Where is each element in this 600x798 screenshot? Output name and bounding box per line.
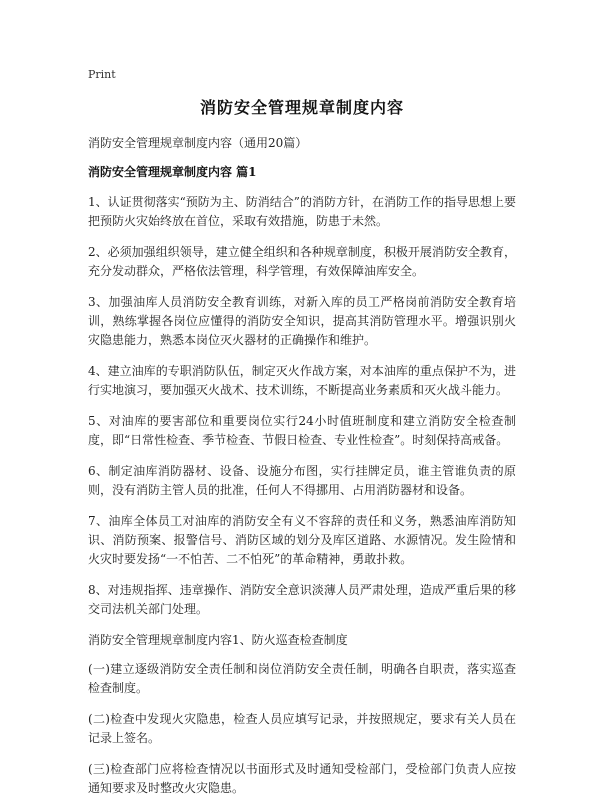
section1-paragraph-4: 4、建立油库的专职消防队伍，制定灭火作战方案，对本油库的重点保护不为，进行实地演习，要加强灭火战术、技术训练，不断提高业务素质和灭火战斗能力。 bbox=[88, 364, 516, 397]
section2-paragraph-2: (二)检查中发现火灾隐患，检查人员应填写记录，并按照规定，要求有关人员在记录上签名。 bbox=[88, 712, 516, 745]
section1-paragraph-8: 8、对违规指挥、违章操作、消防安全意识淡薄人员严肃处理，造成严重后果的移交司法机关部门处理。 bbox=[88, 583, 516, 616]
section-heading-1: 消防安全管理规章制度内容 篇1 bbox=[88, 165, 257, 179]
section1-paragraph-5: 5、对油库的要害部位和重要岗位实行24小时值班制度和建立消防安全检查制度，即“日常性检查、季节检查、节假日检查、专业性检查”。时刻保持高戒备。 bbox=[88, 414, 516, 447]
section1-paragraph-6: 6、制定油库消防器材、设备、设施分布图，实行挂牌定员，谁主管谁负责的原则，没有消防主管人员的批准，任何人不得挪用、占用消防器材和设备。 bbox=[88, 464, 516, 497]
section2-paragraph-3: (三)检查部门应将检查情况以书面形式及时通知受检部门，受检部门负责人应按通知要求及时整改火灾隐患。 bbox=[88, 762, 516, 795]
section1-paragraph-7: 7、油库全体员工对油库的消防安全有义不容辞的责任和义务，熟悉油库消防知识、消防预案、报警信号、消防区域的划分及库区道路、水源情况。发生险情和火灾时要发扬“一不怕苦、二不怕死”的革命精神，勇敢扑救。 bbox=[88, 514, 516, 566]
section1-paragraph-3: 3、加强油库人员消防安全教育训练，对新入库的员工严格岗前消防安全教育培训，熟练掌握各岗位应懂得的消防安全知识，提高其消防管理水平。增强识别火灾隐患能力，熟悉本岗位灭火器材的正确操作和维护。 bbox=[88, 295, 516, 347]
section2-paragraph-1: (一)建立逐级消防安全责任制和岗位消防安全责任制，明确各自职责，落实巡查检查制度。 bbox=[88, 662, 516, 695]
section1-paragraph-1: 1、认证贯彻落实“预防为主、防消结合”的消防方针，在消防工作的指导思想上要把预防火灾始终放在首位，采取有效措施，防患于未然。 bbox=[88, 195, 516, 228]
print-label: Print bbox=[88, 68, 116, 81]
document-title: 消防安全管理规章制度内容 bbox=[199, 98, 404, 117]
section-heading-2: 消防安全管理规章制度内容1、防火巡查检查制度 bbox=[88, 633, 348, 647]
document-subtitle: 消防安全管理规章制度内容（通用20篇） bbox=[88, 136, 308, 150]
section1-paragraph-2: 2、必须加强组织领导，建立健全组织和各种规章制度，积极开展消防安全教育，充分发动群众，严格依法管理，科学管理，有效保障油库安全。 bbox=[88, 245, 516, 278]
